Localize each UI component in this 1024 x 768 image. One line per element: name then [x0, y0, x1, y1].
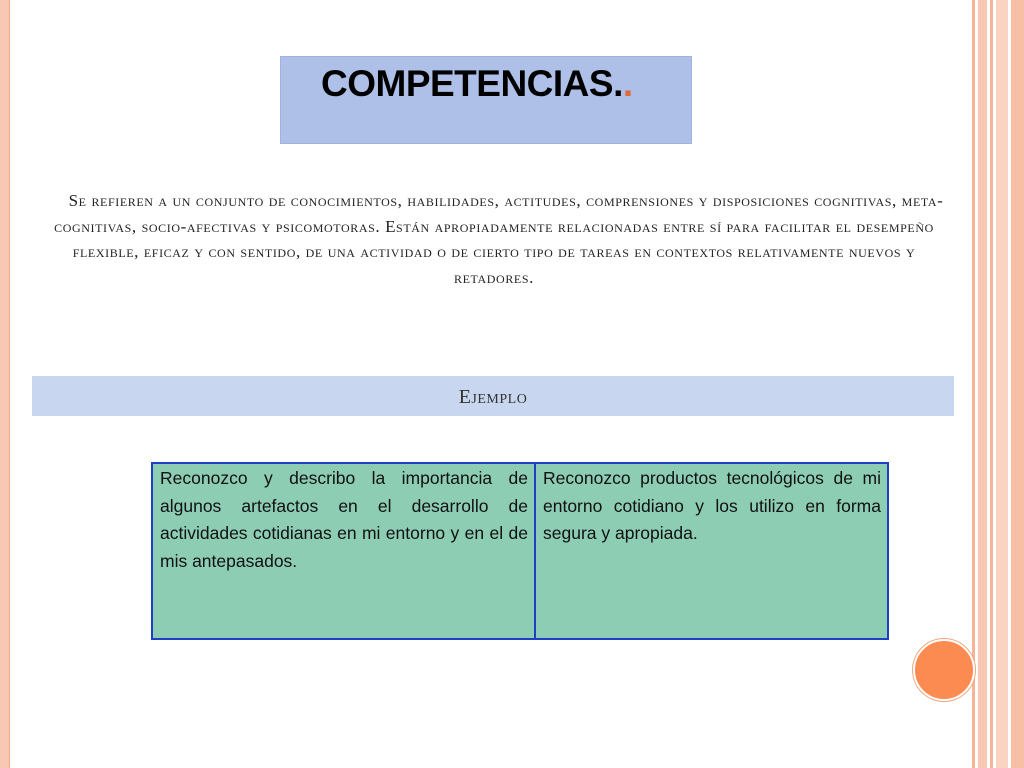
table-cell-competency-2: Reconozco productos tecnológicos de mi entorno cotidiano y los utilizo en forma segura y apropiada.	[535, 463, 888, 639]
definition-paragraph: Se refieren a un conjunto de conocimientos, habilidades, actitudes, comprensiones y disposiciones cognitivas, meta-cognitivas, socio-afectivas y psicomotoras. Están apropiadamente relacionadas entre sí para facilitar el desempeño flexible, eficaz y con sentido, de una actividad o de cierto tipo de tareas en contextos relativamente nuevos y retadores.	[54, 191, 944, 287]
title-accent-dot: .	[622, 63, 633, 104]
left-decorative-stripe	[0, 0, 10, 768]
competencies-table	[151, 462, 889, 640]
slide-title: COMPETENCIAS..	[321, 63, 633, 104]
title-box	[280, 56, 692, 144]
example-header-bar	[32, 376, 954, 416]
table-row	[152, 463, 888, 639]
right-decorative-stripes	[972, 0, 1024, 768]
orange-circle-decoration	[913, 639, 975, 701]
table-cell-competency-1: Reconozco y describo la importancia de algunos artefactos en el desarrollo de actividades cotidianas en mi entorno y en el de mis antepasados.	[152, 463, 535, 639]
example-label: Ejemplo	[458, 386, 528, 408]
